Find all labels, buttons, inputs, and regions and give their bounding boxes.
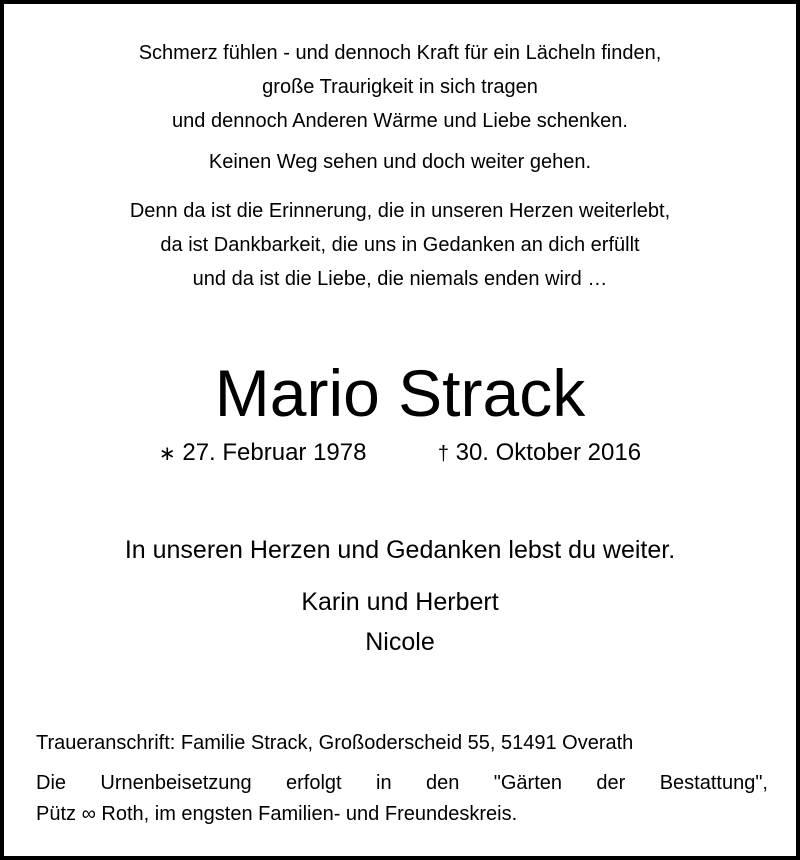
signer-line: Nicole	[365, 628, 435, 656]
life-dates	[4, 438, 796, 469]
poem-line: Schmerz fühlen - und dennoch Kraft für ein Lächeln finden,	[138, 42, 662, 64]
birth-star-icon: ∗	[158, 443, 176, 465]
poem-line: und da ist die Liebe, die niemals enden wird …	[192, 268, 608, 290]
death-date: 30. Oktober 2016	[455, 439, 642, 466]
closing-line: In unseren Herzen und Gedanken lebst du weiter.	[124, 536, 676, 564]
poem-line: Denn da ist die Erinnerung, die in unseren Herzen weiterlebt,	[129, 200, 671, 222]
birth-date-group	[159, 439, 373, 466]
poem-line: große Traurigkeit in sich tragen	[262, 76, 538, 98]
burial-info-line-2: Pütz ∞ Roth, im engsten Familien- und Freundeskreis.	[36, 803, 518, 825]
burial-info-line-1: Die Urnenbeisetzung erfolgt in den "Gärten der Bestattung",	[36, 772, 768, 794]
signer-line: Karin und Herbert	[301, 588, 499, 616]
poem-line: und dennoch Anderen Wärme und Liebe schenken.	[172, 110, 628, 132]
mourning-address: Traueranschrift: Familie Strack, Großoderscheid 55, 51491 Overath	[36, 732, 634, 754]
death-date-group	[438, 439, 641, 466]
signers	[4, 582, 796, 662]
poem-stanza-3	[4, 194, 796, 296]
birth-date: 27. Februar 1978	[182, 439, 367, 466]
poem-stanza-1	[4, 36, 796, 138]
death-cross-icon: †	[437, 443, 449, 465]
poem-line: da ist Dankbarkeit, die uns in Gedanken an dich erfüllt	[160, 234, 640, 256]
deceased-name: Mario Strack	[214, 356, 586, 430]
poem-stanza-2	[4, 145, 796, 179]
poem-line: Keinen Weg sehen und doch weiter gehen.	[208, 151, 592, 173]
